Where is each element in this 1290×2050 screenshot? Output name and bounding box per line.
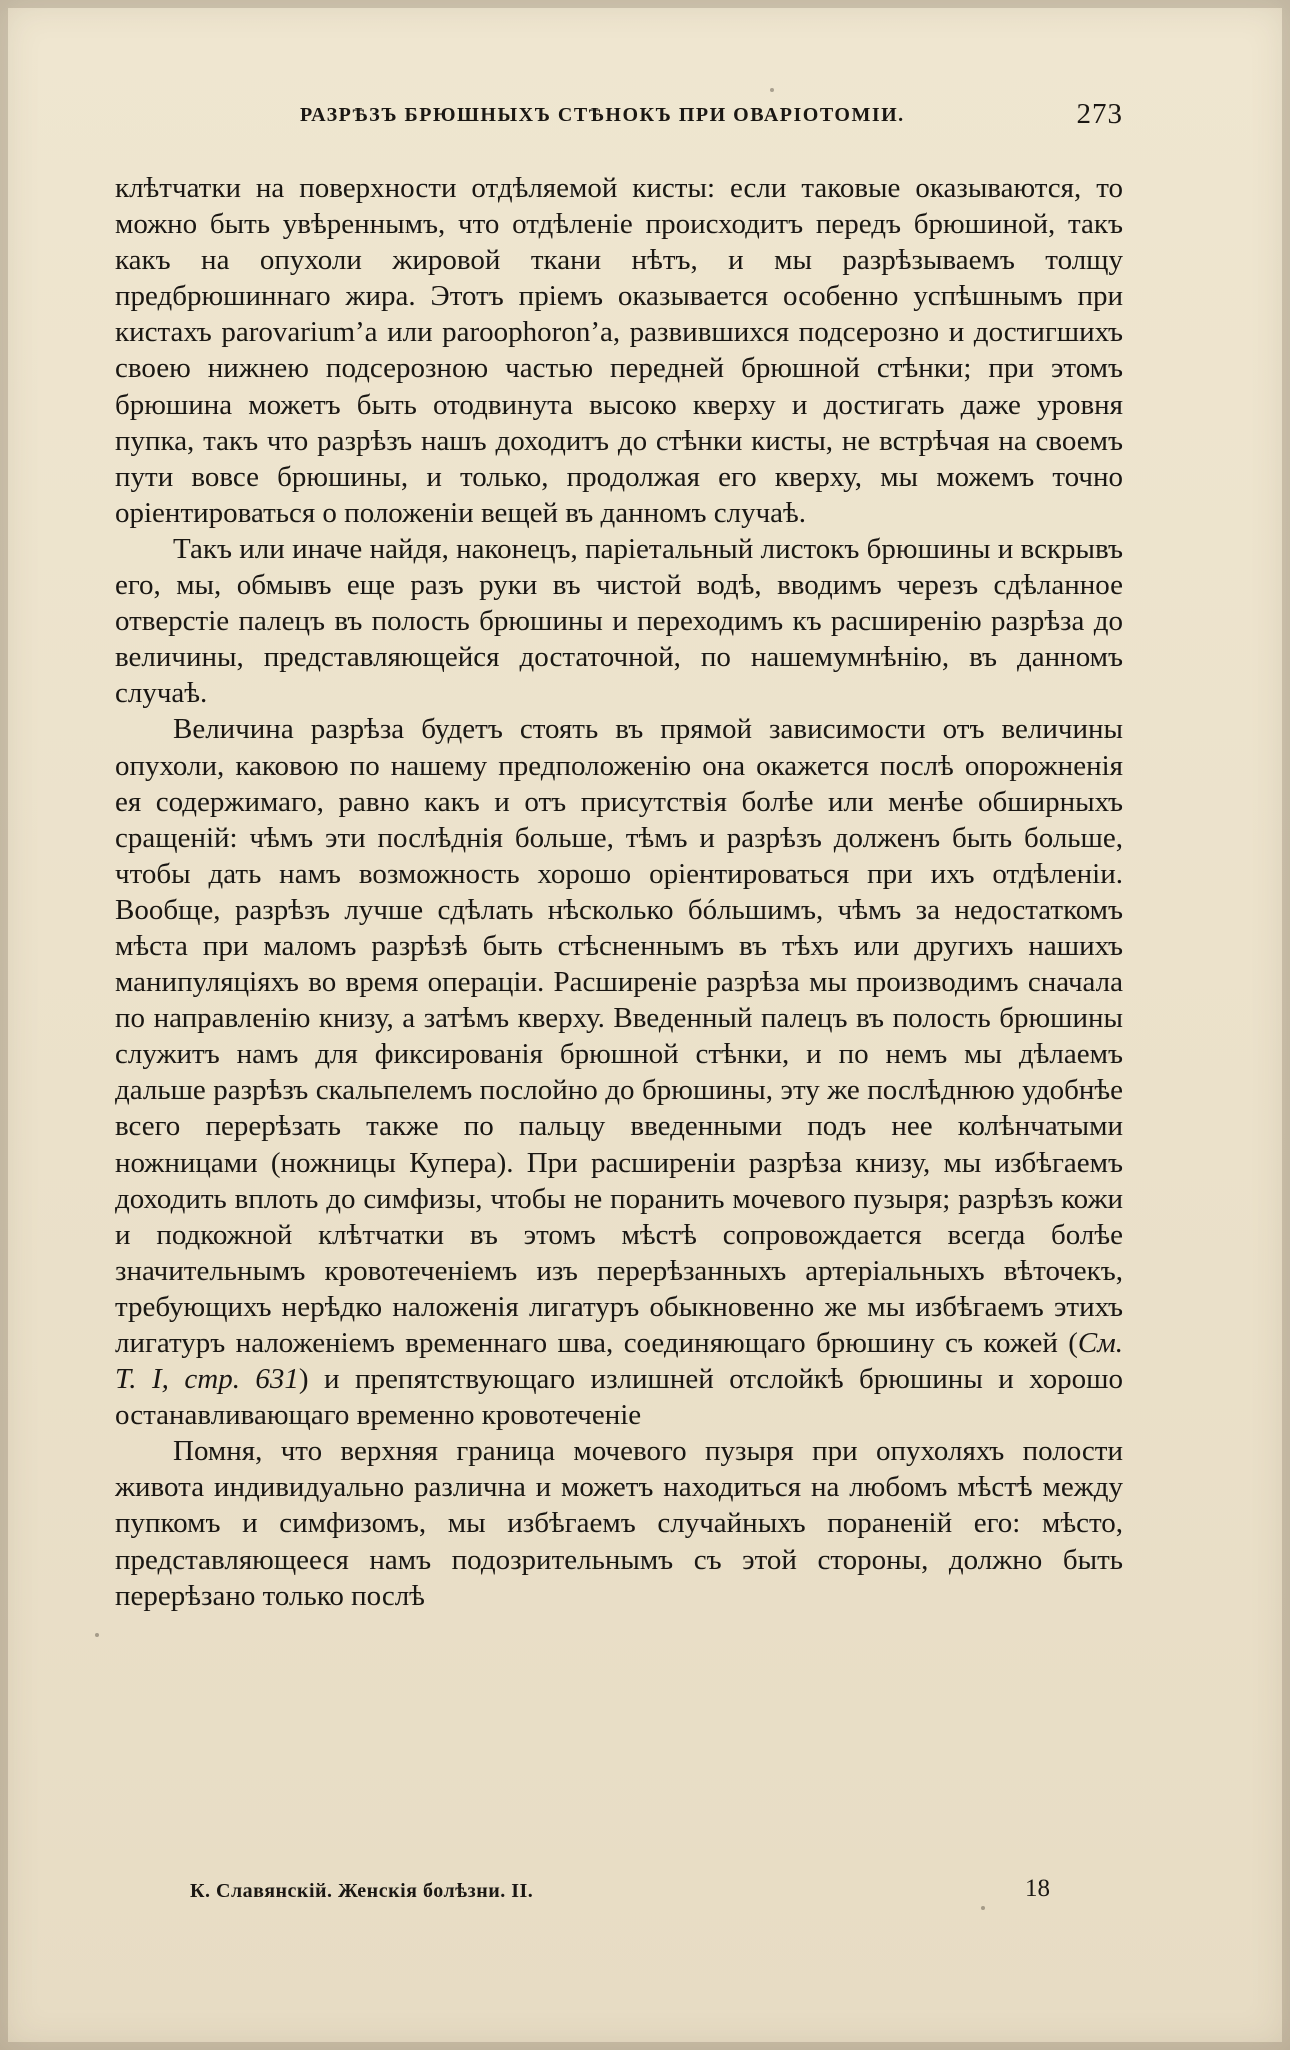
- paragraph-3-text-start: Величина разрѣза будетъ стоять въ прямой зависимости отъ величины опухоли, каковою по нашему предположенію она окажется послѣ опорожненія ея содержимаго, равно какъ и отъ присутствія болѣе или менѣе обширныхъ сращеній: чѣмъ эти послѣднія больше, тѣмъ и разрѣзъ долженъ быть больше, чтобы дать намъ возможность хорошо оріентироваться при ихъ отдѣленіи. Вообще, разрѣзъ лучше сдѣлать нѣсколько бóльшимъ, чѣмъ за недостаткомъ мѣста при маломъ разрѣзѣ быть стѣсненнымъ въ тѣхъ или другихъ нашихъ манипуляціяхъ во время операціи. Расширеніе разрѣза мы производимъ сначала по направленію книзу, а затѣмъ кверху. Введенный палецъ въ полость брюшины служитъ намъ для фиксированія брюшной стѣнки, и по немъ мы дѣлаемъ дальше разрѣзъ скальпелемъ послойно до брюшины, эту же послѣднюю удобнѣе всего перерѣзать также по пальцу введенными подъ нее колѣнчатыми ножницами (ножницы Купера). При расширеніи разрѣза книзу, мы избѣгаемъ доходить вплоть до симфизы, чтобы не поранить мочевого пузыря; разрѣзъ кожи и подкожной клѣтчатки въ этомъ мѣстѣ сопровождается всегда болѣе значительнымъ кровотеченіемъ изъ перерѣзанныхъ артеріальныхъ вѣточекъ, требующихъ нерѣдко наложенія лигатуръ обыкновенно же мы избѣгаемъ этихъ лигатуръ наложеніемъ временнаго шва, соединяющаго брюшину съ кожей (: [115, 713, 1123, 1359]
- page-number: 273: [1076, 98, 1123, 130]
- page-header: [115, 92, 1123, 144]
- paragraph-3-text-end: ) и препятствующаго излишней отслойкѣ брюшины и хорошо останавливающаго временно кровотеченіе: [115, 1363, 1123, 1432]
- sheet-number: 18: [1025, 1875, 1050, 1902]
- paragraph-4: Помня, что верхняя граница мочевого пузыря при опухоляхъ полости живота индивидуально различна и можетъ находиться на любомъ мѣстѣ между пупкомъ и симфизомъ, мы избѣгаемъ случайныхъ пораненій его: мѣсто, представляющееся намъ подозрительнымъ съ этой стороны, должно быть перерѣзано только послѣ: [115, 1435, 1123, 1612]
- paper-speck: [95, 1633, 99, 1637]
- running-head: РАЗРѢЗЪ БРЮШНЫХЪ СТѢНОКЪ ПРИ ОВАРІОТОМІИ.: [300, 104, 905, 126]
- paragraph-2: Такъ или иначе найдя, наконецъ, паріетальный листокъ брюшины и вскрывъ его, мы, обмывъ еще разъ руки въ чистой водѣ, вводимъ черезъ сдѣланное отверстіе палецъ въ полость брюшины и переходимъ къ расширенію разрѣза до величины, представляющейся достаточной, по нашемумнѣнію, въ данномъ случаѣ.: [115, 532, 1123, 710]
- paper-speck: [770, 88, 774, 92]
- page-body: [115, 170, 1123, 1614]
- paragraph-3: [115, 711, 1123, 1433]
- page-footer: [115, 1874, 1123, 1904]
- paragraph-1: клѣтчатки на поверхности отдѣляемой кисты: если таковые оказываются, то можно быть увѣреннымъ, что отдѣленіе происходитъ передъ брюшиной, такъ какъ на опухоли жировой ткани нѣтъ, и мы разрѣзываемъ толщу предбрюшиннаго жира. Этотъ пріемъ оказывается особенно успѣшнымъ при кистахъ parovarium’a или paroophoron’a, развившихся подсерозно и достигшихъ своею нижнею подсерозною частью передней брюшной стѣнки; при этомъ брюшина можетъ быть отодвинута высоко кверху и достигать даже уровня пупка, такъ что разрѣзъ нашъ доходитъ до стѣнки кисты, не встрѣчая на своемъ пути вовсе брюшины, и только, продолжая его кверху, мы можемъ точно оріентироваться о положеніи вещей въ данномъ случаѣ.: [115, 172, 1123, 529]
- footer-signature: К. Славянскій. Женскія болѣзни. II.: [190, 1880, 534, 1902]
- cross-reference: См. Т. I, стр. 631: [115, 1327, 1123, 1396]
- paper-speck: [981, 1906, 985, 1910]
